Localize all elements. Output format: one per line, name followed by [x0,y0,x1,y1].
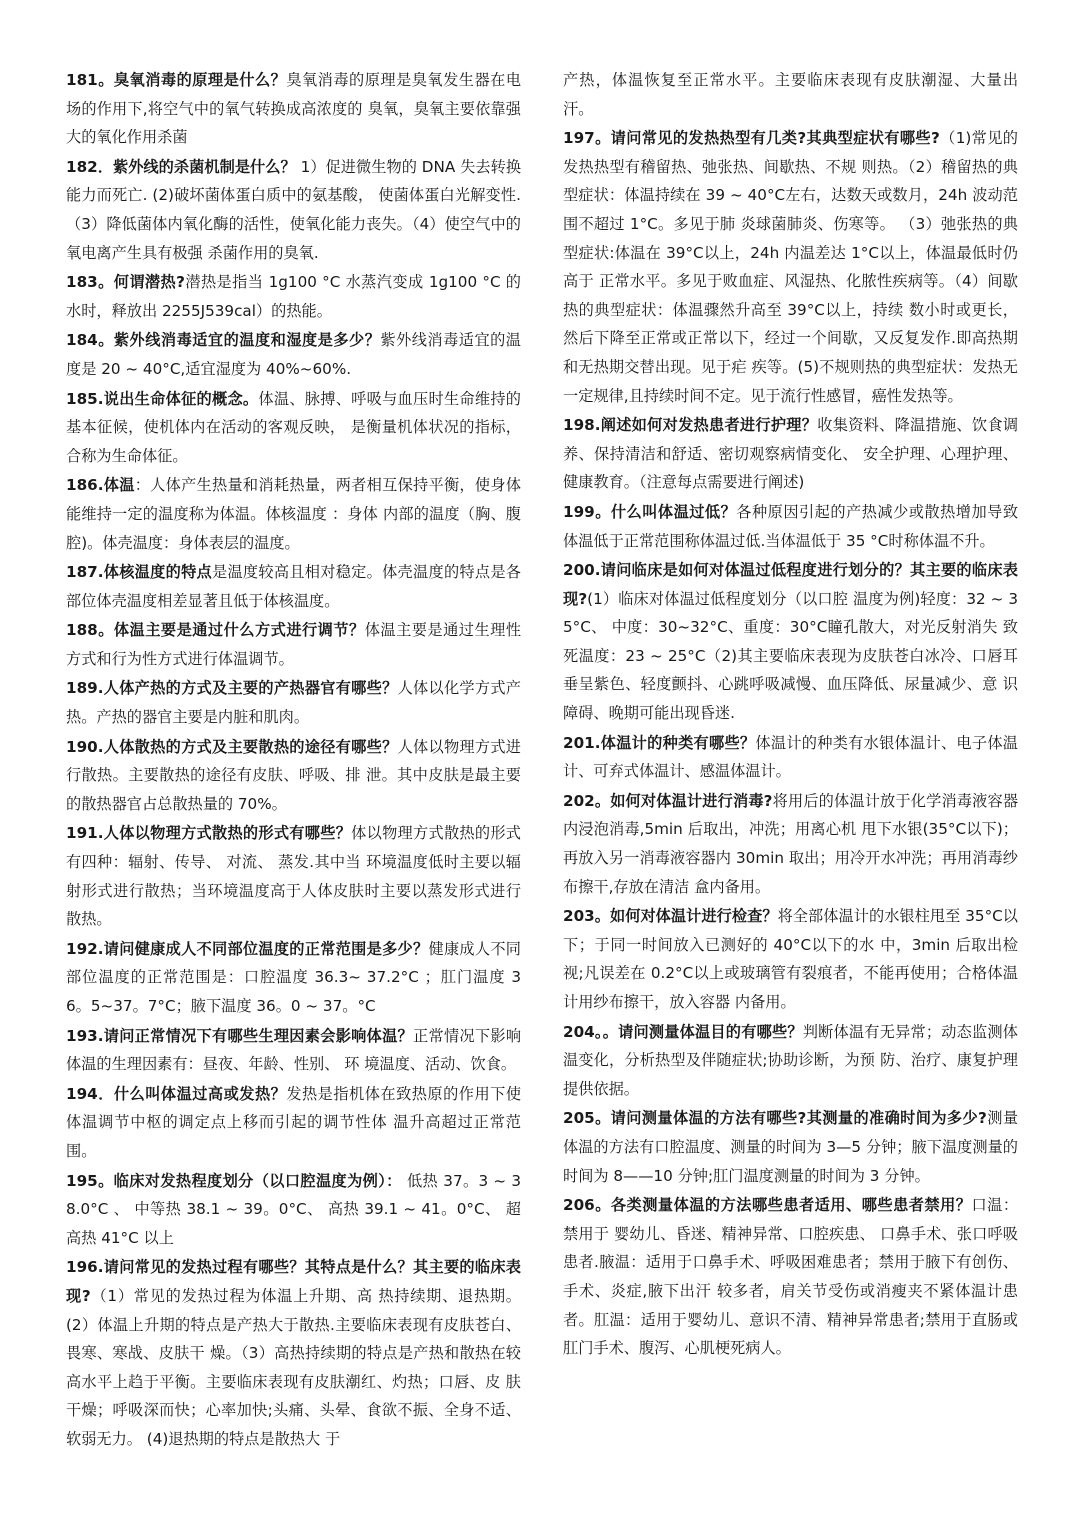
qa-entry [66,268,521,325]
qa-entry [66,471,521,557]
question-text: 199。什么叫体温过低？ [563,502,737,521]
question-text: 183。何谓潜热? [66,273,185,292]
answer-text: ：人体产生热量和消耗热量，两者相互保持平衡，使身体能维持一定的温度称为体温。体核温度 ：身体 内部的温度（胸、腹腔)。体壳温度：身体表层的温度。 [66,476,522,552]
question-text: 204。。请问测量体温目的有哪些？ [563,1022,803,1041]
question-text: 185.说出生命体征的概念。 [66,389,259,408]
qa-entry [66,558,521,615]
question-text: 191.人体以物理方式散热的形式有哪些？ [66,824,352,843]
qa-entry [66,385,521,471]
answer-text: 判断体温有无异常；动态监测体温变化，分析热型及伴随症状;协助诊断，为预 防、治疗、康复护理提供依据。 [563,1022,1018,1098]
answer-text: 口温：禁用于 婴幼儿、昏迷、精神异常、口腔疾患、 口鼻手术、张口呼吸患者.腋温：适用于口鼻手术、呼吸困难患者；禁用于腋下有创伤、手术、炎症,腋下出汗 较多者，肩关节受伤或消瘦夹不紧体温计患者。肛温：适用于婴幼儿、意识不清、精神异常患者;禁用于直肠或 肛门手术、腹泻、心肌梗死病人。 [563,1196,1019,1358]
question-text: 190.人体散热的方式及主要散热的途径有哪些？ [66,737,398,756]
qa-entry [66,616,521,673]
qa-entry [66,819,521,933]
qa-entry [66,66,521,152]
question-text: 200.请问临床是如何对体温过低程度进行划分的？其主要的临床表现? [563,561,1018,608]
question-text: 201.体温计的种类有哪些？ [563,733,756,752]
question-text: 205。请问测量体温的方法有哪些?其测量的准确时间为多少? [563,1109,987,1128]
answer-text: 体温、脉搏、呼吸与血压时生命维持的基本征候，使机体内在活动的客观反映， 是衡量机体状况的指标，合称为生命体征。 [66,389,521,465]
qa-entry [563,411,1018,497]
qa-entry [66,1167,521,1253]
qa-entry [66,1022,521,1079]
qa-entry [66,733,521,819]
answer-text: 收集资料、降温措施、饮食调养、保持清洁和舒适、密切观察病情变化、 安全护理、心理护理、健康教育。（注意每点需要进行阐述) [563,416,1019,492]
question-text: 197。请问常见的发热热型有几类?其典型症状有哪些? [563,129,940,148]
question-text: 184。紫外线消毒适宜的温度和湿度是多少？ [66,331,381,350]
qa-entry [563,1104,1018,1190]
question-text: 202。如何对体温计进行消毒? [563,791,773,810]
answer-text: （1）常见的发热过程为体温上升期、高 热持续期、退热期。(2）体温上升期的特点是产热大于散热.主要临床表现有皮肤苍白、畏寒、寒战、皮肤干 燥。（3）高热持续期的特点是产热和散热在较高水平上趋于平衡。主要临床表现有皮肤潮红、灼热；口唇、皮 肤干燥；呼吸深而快；心率加快;头痛、头晕、食欲不振、全身不适、软弱无力。 (4)退热期的特点是散热大 于 [66,1286,521,1448]
question-text: 193.请问正常情况下有哪些生理因素会影响体温？ [66,1026,414,1045]
qa-entry [66,153,521,267]
question-text: 198.阐述如何对发热患者进行护理？ [563,416,818,435]
question-text: 189.人体产热的方式及主要的产热器官有哪些？ [66,679,398,698]
qa-entry [563,787,1018,901]
question-text: 192.请问健康成人不同部位温度的正常范围是多少？ [66,939,429,958]
qa-entry [563,1191,1018,1363]
answer-text: 人体以物理方式进行散热。主要散热的途径有皮肤、呼吸、排 泄。其中皮肤是最主要的散热器官占总散热量的 70%。 [66,737,521,813]
answer-text: 体以物理方式散热的形式有四种：辐射、传导、 对流、 蒸发.其中当 环境温度低时主要以辐射形式进行散热；当环境温度高于人体皮肤时主要以蒸发形式进行散热。 [66,824,521,929]
answer-text: 发热是指机体在致热原的作用下使体温调节中枢的调定点上移而引起的调节性体 温升高超过正常范围。 [66,1084,522,1160]
qa-entry [563,729,1018,786]
answer-text: 1）促进微生物的 DNA 失去转换能力而死亡. (2)破坏菌体蛋白质中的氨基酸， 使菌体蛋白光解变性.（3）降低菌体内氧化酶的活性，使氧化能力丧失。（4）使空气中的氧电离产生具有极强 杀菌作用的臭氧. [66,157,522,262]
question-text: 187.体核温度的特点 [66,563,212,582]
answer-text: 低热 37。3 ~ 38.0°C 、 中等热 38.1 ~ 39。0°C、 高热 39.1 ~ 41。0°C、 超高热 41°C 以上 [66,1171,522,1247]
answer-text: 人体以化学方式产热。产热的器官主要是内脏和肌肉。 [66,679,521,727]
answer-text: 正常情况下影响体温的生理因素有：昼夜、年龄、性别、 环 境温度、活动、饮食。 [66,1026,522,1074]
answer-text: 各种原因引起的产热减少或散热增加导致体温低于正常范围称体温过低.当体温低于 35 °C时称体温不升。 [563,502,1019,550]
answer-text: 体温计的种类有水银体温计、电子体温计、可弃式体温计、感温体温计。 [563,733,1018,781]
qa-entry [563,498,1018,555]
answer-text: 体温主要是通过生理性方式和行为性方式进行体温调节。 [66,621,522,668]
question-text: 186.体温 [66,476,135,495]
qa-entry [563,902,1018,1016]
answer-text: 臭氧消毒的原理是臭氧发生器在电场的作用下,将空气中的氧气转换成高浓度的 臭氧，臭氧主要依靠强大的氧化作用杀菌 [66,71,522,147]
qa-entry [66,674,521,731]
question-text: 196.请问常见的发热过程有哪些？其特点是什么？其主要的临床表现? [66,1258,521,1305]
question-text: 181。臭氧消毒的原理是什么？ [66,71,287,89]
right-column [563,66,1018,1455]
answer-text: (1）临床对体温过低程度划分（以口腔 温度为例)轻度：32 ~ 35°C、 中度：30~32°C、重度：30°C瞳孔散大，对光反射消失 致死温度：23 ~ 25°C（2)其主要临床表现为皮肤苍白冰冷、口唇耳垂呈紫色、轻度颤抖、心跳呼吸减慢、血压降低、尿量减少、意 识障碍、晚期可能出现昏迷. [563,589,1018,723]
question-text: 188。体温主要是通过什么方式进行调节？ [66,621,365,640]
qa-entry [66,326,521,383]
two-column-layout [66,66,1018,1455]
left-column [66,66,521,1455]
answer-text: 紫外线消毒适宜的温度是 20 ~ 40°C,适宜湿度为 40%~60%. [66,331,521,378]
question-text: 203。如何对体温计进行检查？ [563,907,778,926]
qa-entry [66,935,521,1021]
answer-text: 将用后的体温计放于化学消毒液容器内浸泡消毒,5min 后取出，冲洗；用离心机 甩下水银(35°C以下)；再放入另一消毒液容器内 30min 取出；用冷开水冲洗；再用消毒纱布擦干,存放在清洁 盒内备用。 [563,791,1019,896]
qa-entry [563,1018,1018,1104]
qa-entry [66,1080,521,1166]
question-text: 194．什么叫体温过高或发热？ [66,1084,287,1103]
answer-text: 健康成人不同部位温度的正常范围是：口腔温度 36.3~ 37.2°C ；肛门温度 36。5~37。7°C；腋下温度 36。0 ~ 37。°C [66,939,521,1015]
answer-text: 潜热是指当 1g100 °C 水蒸汽变成 1g100 °C 的水时，释放出 2255J539cal）的热能。 [66,273,521,320]
qa-entry [66,1253,521,1453]
answer-text: 是温度较高且相对稳定。体壳温度的特点是各部位体壳温度相差显著且低于体核温度。 [66,563,521,610]
answer-text: 产热，体温恢复至正常水平。主要临床表现有皮肤潮湿、大量出汗。 [563,71,1018,118]
answer-text: 将全部体温计的水银柱甩至 35°C以下；于同一时间放入已测好的 40°C以下的水 中，3min 后取出检视;凡误差在 0.2°C以上或玻璃管有裂痕者，不能再使用；合格体温计用纱布擦干，放入容器 内备用。 [563,907,1018,1011]
qa-entry [563,124,1018,410]
qa-entry [563,556,1018,728]
question-text: 206。各类测量体温的方法哪些患者适用、哪些患者禁用？ [563,1196,972,1215]
question-text: 182．紫外线的杀菌机制是什么？ [66,157,296,176]
answer-text: 测量体温的方法有口腔温度、测量的时间为 3—5 分钟；腋下温度测量的时间为 8——10 分钟;肛门温度测量的时间为 3 分钟。 [563,1109,1019,1185]
qa-entry [563,66,1018,123]
answer-text: （1)常见的发热热型有稽留热、弛张热、间歇热、不规 则热。（2）稽留热的典型症状：体温持续在 39 ~ 40°C左右，达数天或数月，24h 波动范围不超过 1°C。多见于肺 炎球菌肺炎、伤寒等。 （3）弛张热的典型症状:体温在 39°C以上，24h 内温差达 1°C以上，体温最低时仍高于 正常水平。多见于败血症、风湿热、化脓性疾病等。（4）间歇热的典型症状：体温骤然升高至 39°C以上，持续 数小时或更长，然后下降至正常或正常以下，经过一个间歇，又反复发作.即高热期和无热期交替出现。见于疟 疾等。(5)不规则热的典型症状：发热无一定规律,且持续时间不定。见于流行性感冒，癌性发热等。 [563,129,1018,405]
question-text: 195。临床对发热程度划分（以口腔温度为例）： [66,1171,402,1190]
